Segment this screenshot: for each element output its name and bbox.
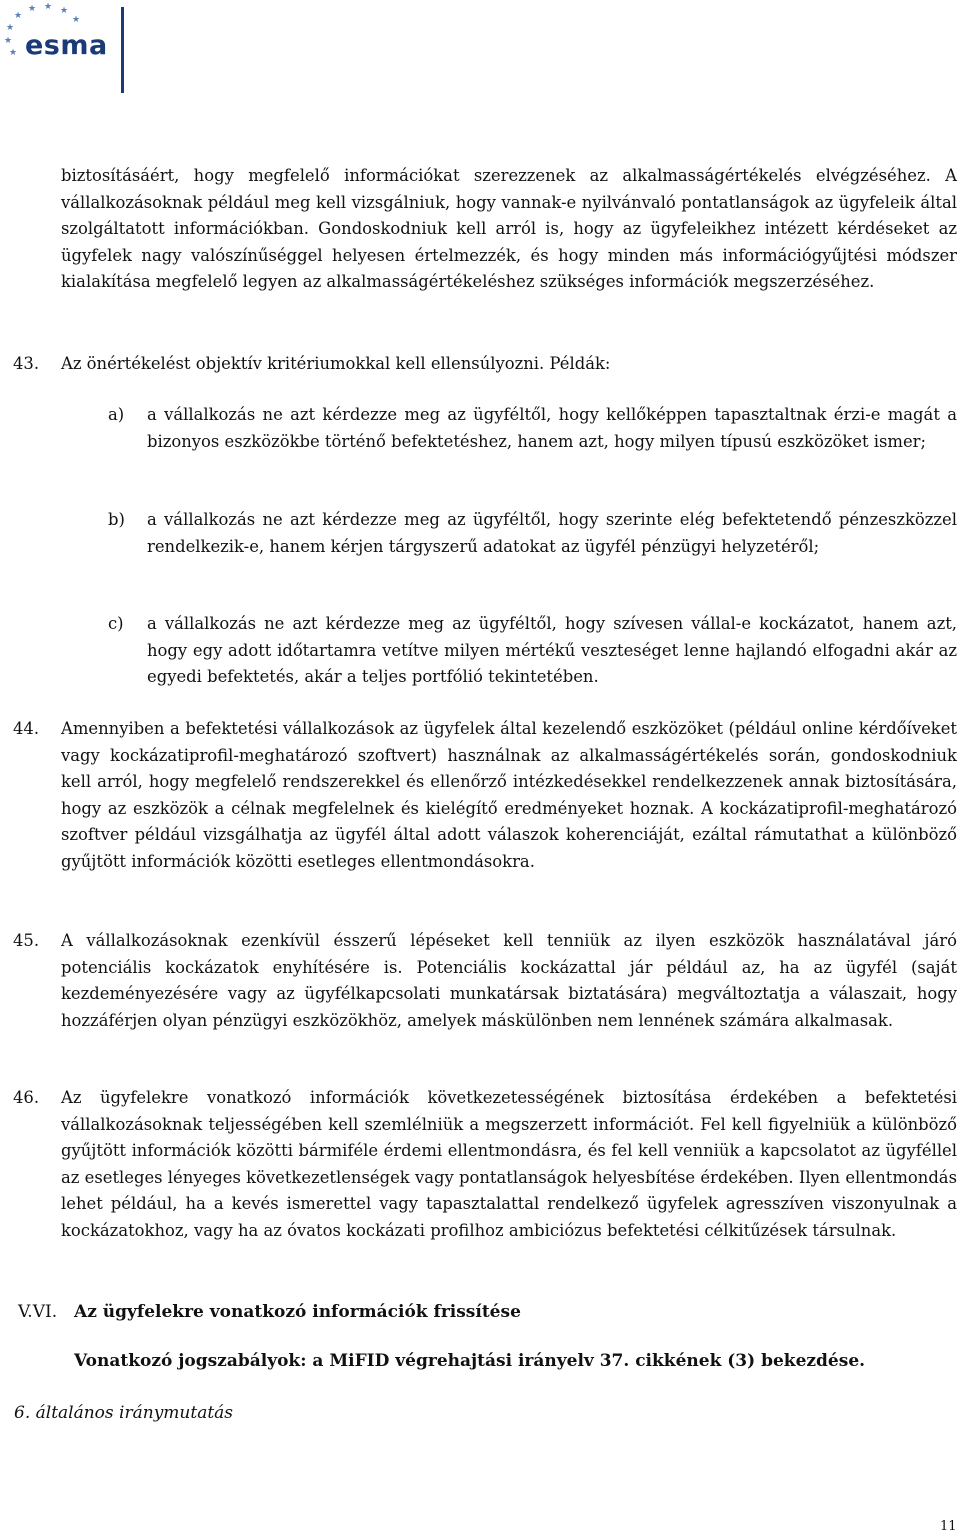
svg-text:★: ★ <box>9 48 18 58</box>
svg-text:★: ★ <box>6 23 15 33</box>
item-c-text: a vállalkozás ne azt kérdezze meg az ügyféltől, hogy szívesen vállal-e kockázatot, hanem azt, hogy egy adott időtartamra vetítve milyen mértékű veszteséget lenne hajlandó elfogadni akár az egyedi befektetés, akár a teljes portfólió tekintetében. <box>147 614 957 687</box>
svg-text:★: ★ <box>72 15 81 25</box>
logo-text: esma <box>25 30 108 61</box>
paragraph-45-text: A vállalkozásoknak ezenkívül ésszerű lépéseket kell tenniük az ilyen eszközök használatával járó potenciális kockázatok enyhítésére is. Potenciális kockázattal jár például az, ha az ügyfél (saját kezdeményezésére vagy az ügyfélkapcsolati munkatársak biztatására) megváltoztatja a válaszait, hogy hozzáférjen olyan pénzügyi eszközökhöz, amelyek máskülönben nem lennének számára alkalmasak. <box>61 931 957 1030</box>
item-b-letter: b) <box>108 510 125 529</box>
paragraph-44-number: 44. <box>13 719 40 738</box>
item-a-text: a vállalkozás ne azt kérdezze meg az ügyféltől, hogy kellőképpen tapasztaltnak érzi-e magát a bizonyos eszközökbe történő befektetéshez, hanem azt, hogy milyen típusú eszközöket ismer; <box>147 405 957 451</box>
svg-text:★: ★ <box>60 6 69 16</box>
paragraph-44-text: Amennyiben a befektetési vállalkozások az ügyfelek által kezelendő eszközöket (például online kérdőíveket vagy kockázatiprofil-meghatározó szoftvert) használnak az alkalmasságértékelés során, gondoskodniuk kell arról, hogy megfelelő rendszerekkel és ellenőrző intézkedésekkel rendelkezzenek annak biztosítására, hogy az eszközök a célnak megfelelnek és kielégítő eredményeket hoznak. A kockázatiprofil-meghatározó szoftver például vizsgálhatja az ügyfél által adott válaszok koherenciáját, ezáltal rámutathat a különböző gyűjtött információk közötti esetleges ellentmondásokra. <box>61 719 957 871</box>
esma-logo <box>0 0 140 100</box>
section-number: V.VI. <box>18 1302 58 1322</box>
paragraph-43-number: 43. <box>13 354 40 373</box>
page-number: 11 <box>940 1519 957 1534</box>
logo-divider <box>121 7 124 93</box>
paragraph-46-number: 46. <box>13 1088 40 1107</box>
paragraph-46-text: Az ügyfelekre vonatkozó információk következetességének biztosítása érdekében a befektetési vállalkozásoknak teljességében kell szemlélniük a megszerzett információt. Fel kell figyelniük a különböző gyűjtött információk közötti bármiféle érdemi ellentmondásra, és fel kell venniük a kapcsolatot az ügyféllel az esetleges lényeges következetlenségek vagy pontatlanságok helyesbítése érdekében. Ilyen ellentmondás lehet például, ha a kevés ismerettel vagy tapasztalattal rendelkező ügyfelek agresszíven viszonyulnak a kockázatokhoz, vagy ha az óvatos kockázati profilhoz ambiciózus befektetési célkitűzések társulnak. <box>61 1088 957 1240</box>
svg-text:★: ★ <box>28 4 37 14</box>
item-a-letter: a) <box>108 405 125 424</box>
item-c-letter: c) <box>108 614 124 633</box>
guideline-label: 6. általános iránymutatás <box>14 1403 234 1423</box>
svg-text:★: ★ <box>14 11 23 21</box>
section-title: Az ügyfelekre vonatkozó információk frissítése <box>74 1302 521 1322</box>
legal-basis: Vonatkozó jogszabályok: a MiFID végrehajtási irányelv 37. cikkének (3) bekezdése. <box>74 1351 866 1371</box>
paragraph-45-number: 45. <box>13 931 40 950</box>
intro-paragraph: biztosításáért, hogy megfelelő információkat szerezzenek az alkalmasságértékelés elvégzéséhez. A vállalkozásoknak például meg kell vizsgálniuk, hogy vannak-e nyilvánvaló pontatlanságok az ügyfeleik által szolgáltatott információkban. Gondoskodniuk kell arról is, hogy az ügyfeleikhez intézett kérdéseket az ügyfelek nagy valószínűséggel helyesen értelmezzék, és hogy minden más információgyűjtési módszer kialakítása megfelelő legyen az alkalmasságértékeléshez szükséges információk megszerzéséhez. <box>61 166 957 292</box>
item-b-text: a vállalkozás ne azt kérdezze meg az ügyféltől, hogy szerinte elég befektetendő pénzeszközzel rendelkezik-e, hanem kérjen tárgyszerű adatokat az ügyfél pénzügyi helyzetéről; <box>147 510 957 556</box>
svg-text:★: ★ <box>4 36 13 46</box>
svg-text:★: ★ <box>44 2 53 12</box>
paragraph-43-text: Az önértékelést objektív kritériumokkal kell ellensúlyozni. Példák: <box>61 354 611 373</box>
